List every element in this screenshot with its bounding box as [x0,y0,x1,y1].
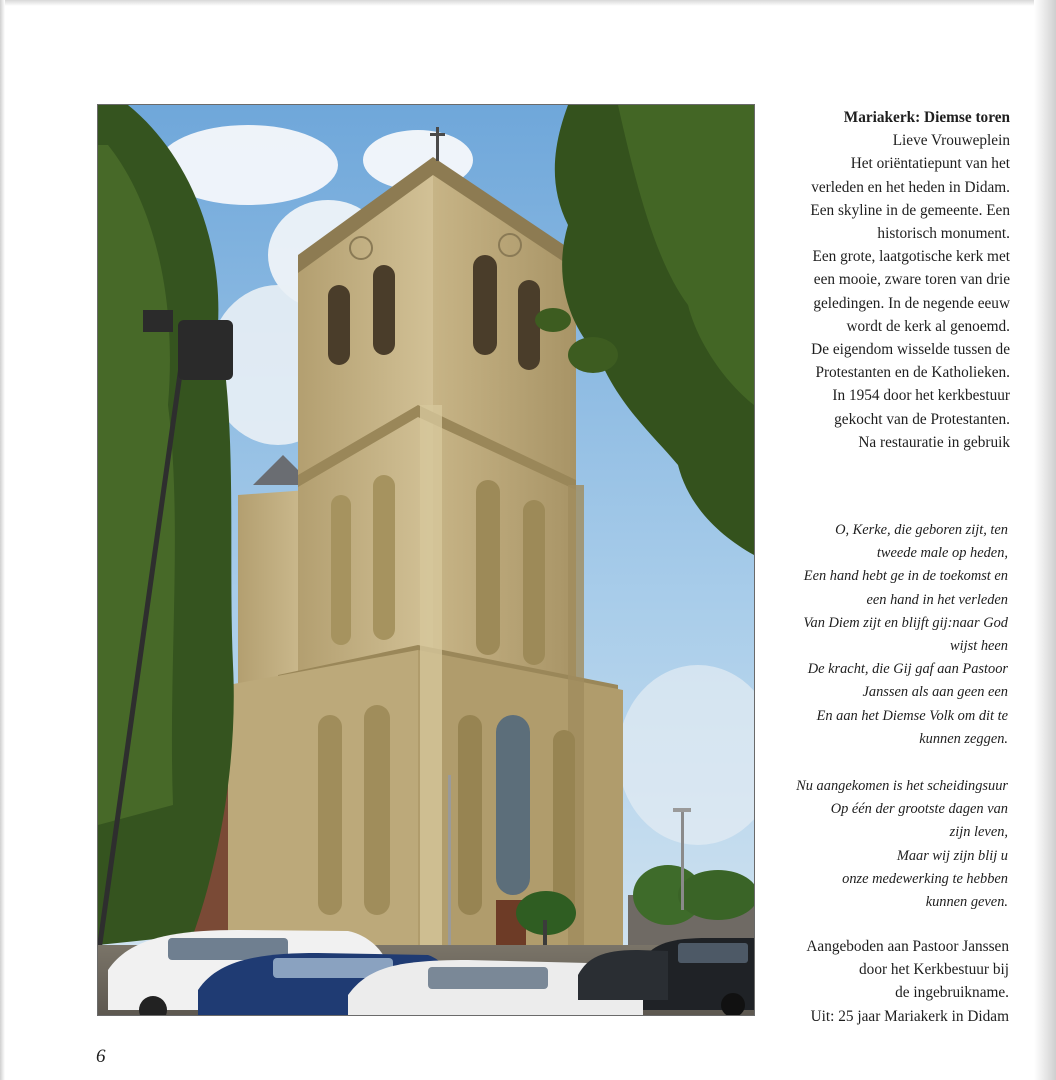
page-edge-top [0,0,1056,6]
stanza-gap [752,751,1008,775]
caption-line: wordt de kerk al genoemd. [846,317,1010,335]
poem-line: Een hand hebt ge in de toekomst en [803,568,1008,585]
dedication-source: Uit: 25 jaar Mariakerk in Didam [810,1007,1009,1025]
poem-line: kunnen zeggen. [919,730,1008,747]
dedication [752,935,1009,1028]
church-tower-photo [97,104,755,1016]
poem-line: En aan het Diemse Volk om dit te [816,707,1008,724]
dedication-line: door het Kerkbestuur bij [859,961,1009,979]
poem-line: kunnen geven. [925,894,1008,911]
caption-line: De eigendom wisselde tussen de [811,341,1010,359]
poem-line: tweede male op heden, [876,545,1008,562]
caption-line: In 1954 door het kerkbestuur [832,387,1010,405]
caption-line: Lieve Vrouweplein [892,132,1010,150]
page-number: 6 [96,1046,106,1067]
caption-line: een mooie, zware toren van drie [813,271,1010,289]
caption-line: gekocht van de Protestanten. [834,410,1010,428]
poem-line: Van Diem zijt en blijft gij:naar God [803,614,1008,631]
poem-line: Maar wij zijn blij u [896,847,1008,864]
poem-line: De kracht, die Gij gaf aan Pastoor [807,661,1008,678]
caption-line: Na restauratie in gebruik [858,433,1010,451]
poem-line: O, Kerke, die geboren zijt, ten [835,522,1008,538]
poem-line: zijn leven, [949,824,1008,841]
poem-line: wijst heen [950,638,1008,655]
poem-line: Nu aangekomen is het scheidingsuur [796,778,1008,795]
caption-line: Het oriëntatiepunt van het [850,155,1010,173]
poem [752,519,1008,914]
page-edge-right [1034,0,1056,1080]
caption-line: Een skyline in de gemeente. Een [810,201,1010,219]
poem-line: onze medewerking te hebben [842,870,1008,887]
page-edge-left [0,0,5,1080]
caption-line: Protestanten en de Katholieken. [815,364,1010,382]
caption-heading: Mariakerk: Diemse toren [843,109,1010,126]
caption-line: Een grote, laatgotische kerk met [812,248,1010,266]
poem-line: Op één der grootste dagen van [830,801,1008,818]
caption-line: geledingen. In de negende eeuw [813,294,1010,312]
photo-caption [762,106,1010,454]
dedication-line: Aangeboden aan Pastoor Janssen [806,938,1009,955]
caption-line: verleden en het heden in Didam. [811,178,1010,196]
poem-line: Janssen als aan geen een [862,684,1008,701]
caption-line: historisch monument. [877,225,1010,243]
poem-line: een hand in het verleden [866,591,1008,608]
dedication-line: de ingebruikname. [895,984,1009,1002]
